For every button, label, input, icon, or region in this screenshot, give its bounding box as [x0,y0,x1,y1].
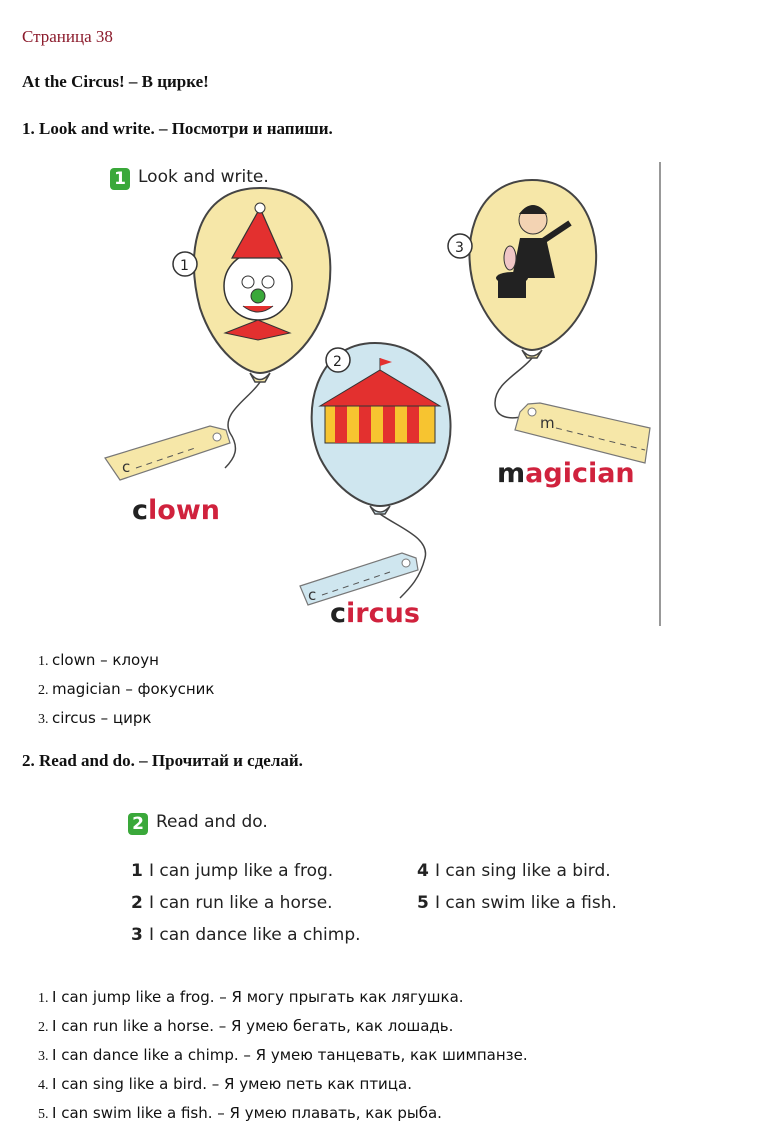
exercise1-answer-list [30,646,214,733]
list-item: 5. I can swim like a fish. – Я умею плавать, как рыба. [52,1099,528,1128]
exercise-caption: Read and do. [156,812,268,832]
svg-text:c: c [308,586,317,604]
list-item: 2. I can run like a horse. – Я умею бегать, как лошадь. [52,1012,528,1041]
list-item: 3. I can dance like a chimp. – Я умею танцевать, как шимпанзе. [52,1041,528,1070]
svg-text:2: 2 [333,354,342,370]
list-item: 3. circus – цирк [52,704,214,733]
exercise-number-badge: 2 [128,813,148,835]
svg-text:m: m [540,414,555,432]
list-item: 1. I can jump like a frog. – Я могу прыгать как лягушка. [52,983,528,1012]
exercise-item: 5 I can swim like a fish. [417,893,617,913]
list-item: 4. I can sing like a bird. – Я умею петь как птица. [52,1070,528,1099]
clown-label: clown [132,495,220,526]
exercise-item: 2 I can run like a horse. [131,893,333,913]
svg-text:c: c [122,458,131,476]
exercise-item: 3 I can dance like a chimp. [131,925,361,945]
exercise-caption: Look and write. [138,167,269,187]
magician-label: magician [497,458,635,489]
list-item: 1. clown – клоун [52,646,214,675]
list-item: 2. magician – фокусник [52,675,214,704]
svg-text:3: 3 [455,240,464,256]
magician-balloon [448,180,650,463]
exercise2-heading: 2. Read and do. – Прочитай и сделай. [22,751,303,770]
circus-balloon [300,343,451,605]
page-title: At the Circus! – В цирке! [22,72,209,91]
exercise1-illustration [100,158,665,630]
exercise-number-badge: 1 [110,168,130,190]
circus-label: circus [330,598,420,629]
exercise-item: 1 I can jump like a frog. [131,861,334,881]
exercise2-answer-list [30,983,528,1128]
svg-text:1: 1 [180,258,189,274]
page-number-label: Страница 38 [22,27,113,46]
exercise2-illustration [120,800,660,960]
exercise1-heading: 1. Look and write. – Посмотри и напиши. [22,119,333,138]
balloons-drawing [100,158,665,630]
exercise-item: 4 I can sing like a bird. [417,861,611,881]
clown-balloon [105,188,330,480]
